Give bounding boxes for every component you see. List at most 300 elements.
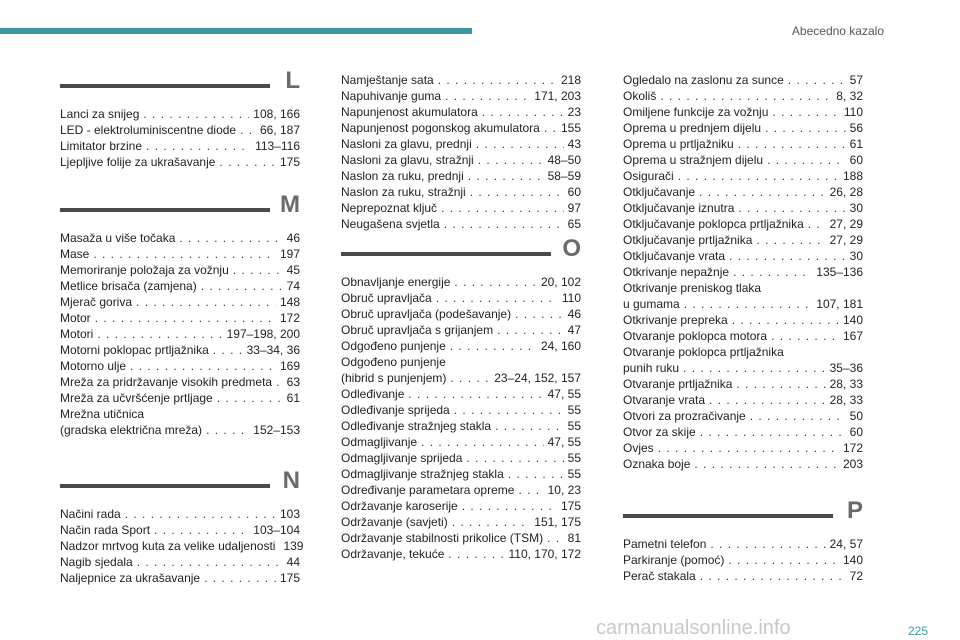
entry-pages: 107, 181 bbox=[816, 297, 863, 311]
entry-pages: 23 bbox=[567, 105, 581, 119]
header-accent-bar bbox=[0, 28, 472, 34]
entry-label: Napuhivanje guma bbox=[341, 89, 442, 103]
dot-leader bbox=[146, 138, 251, 154]
entry-pages: 63 bbox=[286, 375, 300, 389]
dot-leader bbox=[765, 120, 846, 136]
section-o-continued bbox=[623, 72, 863, 472]
entry-pages: 58–59 bbox=[547, 169, 581, 183]
index-entry bbox=[623, 552, 863, 568]
index-entry bbox=[60, 554, 300, 570]
entry-pages: 8, 32 bbox=[836, 89, 863, 103]
section-letter: O bbox=[562, 235, 581, 262]
section-letter: M bbox=[280, 191, 300, 218]
dot-leader bbox=[738, 200, 845, 216]
index-entry bbox=[341, 72, 581, 88]
index-entry bbox=[60, 538, 304, 554]
entry-pages: 110, 170, 172 bbox=[508, 547, 581, 561]
section-header bbox=[60, 190, 300, 230]
entry-pages: 172 bbox=[842, 441, 863, 455]
index-entry bbox=[623, 328, 863, 344]
entry-pages: 28, 33 bbox=[829, 377, 863, 391]
dot-leader bbox=[710, 536, 825, 552]
entry-label: Perač stakala bbox=[623, 569, 696, 583]
entry-label: Održavanje stabilnosti prikolice (TSM) bbox=[341, 531, 544, 545]
dot-leader bbox=[476, 136, 564, 152]
entry-pages: 48–50 bbox=[547, 153, 581, 167]
entry-pages: 60 bbox=[849, 425, 863, 439]
index-entry bbox=[60, 106, 300, 122]
dot-leader bbox=[154, 522, 249, 538]
dot-leader bbox=[700, 568, 846, 584]
index-entry bbox=[623, 440, 863, 456]
dot-leader bbox=[217, 390, 283, 406]
entry-pages: 46 bbox=[286, 231, 300, 245]
section-n-continued bbox=[341, 72, 581, 232]
entry-pages: 140 bbox=[842, 313, 863, 327]
dot-leader bbox=[738, 136, 846, 152]
entry-label: Motorno ulje bbox=[60, 359, 127, 373]
index-entry bbox=[623, 72, 863, 88]
entry-pages: 175 bbox=[279, 155, 300, 169]
entry-pages: 26, 28 bbox=[829, 185, 863, 199]
entry-pages: 61 bbox=[286, 391, 300, 405]
dot-leader bbox=[660, 88, 832, 104]
entry-label: Oprema u prednjem dijelu bbox=[623, 121, 762, 135]
entry-label: Načini rada bbox=[60, 507, 121, 521]
index-entry bbox=[341, 200, 581, 216]
entry-pages: 203 bbox=[842, 457, 863, 471]
dot-leader bbox=[468, 168, 544, 184]
section-p bbox=[623, 496, 863, 584]
page-number: 225 bbox=[907, 624, 928, 638]
entry-label: Neugašena svjetla bbox=[341, 217, 440, 231]
entry-pages: 197–198, 200 bbox=[226, 327, 300, 341]
index-entry bbox=[623, 536, 863, 552]
dot-leader bbox=[93, 246, 276, 262]
section-rule bbox=[60, 208, 270, 212]
index-entry bbox=[341, 88, 581, 104]
dot-leader bbox=[95, 310, 276, 326]
dot-leader bbox=[478, 152, 544, 168]
entry-label: Mreža za pridržavanje visokih predmeta bbox=[60, 375, 273, 389]
entry-pages: 23–24, 152, 157 bbox=[494, 371, 581, 385]
dot-leader bbox=[441, 200, 564, 216]
entry-pages: 50 bbox=[849, 409, 863, 423]
entry-label: Otvaranje vrata bbox=[623, 393, 706, 407]
entry-label: Memoriranje položaja za vožnju bbox=[60, 263, 229, 277]
dot-leader bbox=[544, 120, 557, 136]
index-entry bbox=[341, 290, 581, 306]
entry-label: Održavanje (savjeti) bbox=[341, 515, 448, 529]
index-entry bbox=[60, 390, 300, 406]
entry-label: Metlice brisača (zamjena) bbox=[60, 279, 197, 293]
index-entry bbox=[60, 326, 300, 342]
entry-pages: 30 bbox=[849, 201, 863, 215]
index-entry bbox=[623, 120, 863, 136]
index-entry bbox=[341, 120, 581, 136]
entry-pages: 55 bbox=[567, 451, 581, 465]
section-header bbox=[341, 234, 581, 274]
dot-leader bbox=[450, 370, 490, 386]
entry-label: Naljepnice za ukrašavanje bbox=[60, 571, 201, 585]
dot-leader bbox=[240, 122, 256, 138]
entry-label: Odmagljivanje sprijeda bbox=[341, 451, 463, 465]
entry-label: LED - elektroluminiscentne diode bbox=[60, 123, 237, 137]
dot-leader bbox=[547, 530, 564, 546]
dot-leader bbox=[219, 154, 276, 170]
entry-label: Odleđivanje bbox=[341, 387, 405, 401]
dot-leader bbox=[421, 434, 544, 450]
index-entry bbox=[60, 342, 300, 358]
section-header bbox=[623, 496, 863, 536]
index-entry bbox=[623, 456, 863, 472]
entry-label: Pametni telefon bbox=[623, 537, 707, 551]
dot-leader bbox=[143, 106, 249, 122]
entry-label: Ljepljive folije za ukrašavanje bbox=[60, 155, 216, 169]
watermark: carmanualsonline.info bbox=[596, 617, 791, 639]
entry-pages: 61 bbox=[849, 137, 863, 151]
entry-pages: 44 bbox=[286, 555, 300, 569]
entry-label: Obruč upravljača (podešavanje) bbox=[341, 307, 512, 321]
index-entry bbox=[341, 450, 581, 466]
entry-pages: 97 bbox=[567, 201, 581, 215]
section-letter: L bbox=[285, 67, 300, 94]
section-m bbox=[60, 190, 300, 438]
dot-leader bbox=[788, 72, 846, 88]
entry-pages: 188 bbox=[842, 169, 863, 183]
index-entry bbox=[623, 408, 863, 424]
section-rule bbox=[623, 514, 833, 518]
index-entry bbox=[341, 338, 581, 354]
entry-label: Odleđivanje sprijeda bbox=[341, 403, 450, 417]
section-rule bbox=[341, 252, 551, 256]
dot-leader bbox=[518, 482, 543, 498]
dot-leader bbox=[137, 554, 283, 570]
index-entry bbox=[341, 418, 581, 434]
index-entry bbox=[341, 168, 581, 184]
index-entry bbox=[623, 184, 863, 200]
dot-leader bbox=[201, 278, 283, 294]
entry-label: Nadzor mrtvog kuta za velike udaljenosti bbox=[60, 539, 276, 553]
entry-pages: 27, 29 bbox=[829, 233, 863, 247]
entry-label: Osigurači bbox=[623, 169, 674, 183]
entry-label: Nasloni za glavu, stražnji bbox=[341, 153, 474, 167]
index-entry bbox=[341, 498, 581, 514]
entry-label: Održavanje, tekuće bbox=[341, 547, 445, 561]
entry-pages: 197 bbox=[279, 247, 300, 261]
entry-pages: 28, 33 bbox=[829, 393, 863, 407]
index-entry bbox=[341, 184, 581, 200]
entry-label: Odmagljivanje bbox=[341, 435, 418, 449]
index-entry bbox=[60, 138, 300, 154]
index-entry bbox=[341, 104, 581, 120]
entry-pages: 35–36 bbox=[829, 361, 863, 375]
dot-leader bbox=[97, 326, 222, 342]
entry-label: Oprema u prtljažniku bbox=[623, 137, 734, 151]
entry-label: Obnavljanje energije bbox=[341, 275, 451, 289]
entry-label: Otkrivanje nepažnje bbox=[623, 265, 730, 279]
dot-leader bbox=[709, 392, 826, 408]
entry-pages: 43 bbox=[567, 137, 581, 151]
entry-label-continuation: (gradska električna mreža) bbox=[60, 423, 203, 437]
entry-pages: 135–136 bbox=[816, 265, 863, 279]
index-entry bbox=[623, 264, 863, 280]
entry-label: Otvaranje poklopca prtljažnika bbox=[623, 345, 784, 359]
entry-label: Mase bbox=[60, 247, 90, 261]
entry-label: Mreža za učvršćenje prtljage bbox=[60, 391, 213, 405]
index-entry bbox=[60, 278, 300, 294]
entry-label-continuation: u gumama bbox=[623, 297, 680, 311]
section-letter: N bbox=[282, 467, 300, 494]
entry-pages: 139 bbox=[283, 539, 304, 553]
entry-pages: 103–104 bbox=[253, 523, 300, 537]
index-entry bbox=[60, 154, 300, 170]
entry-label: Otkrivanje preniskog tlaka bbox=[623, 281, 762, 295]
index-entry bbox=[341, 274, 581, 290]
index-entry bbox=[341, 482, 581, 498]
index-entry bbox=[623, 88, 863, 104]
entry-pages: 30 bbox=[849, 249, 863, 263]
entry-label: Otvaranje poklopca motora bbox=[623, 329, 768, 343]
entry-pages: 33–34, 36 bbox=[246, 343, 300, 357]
entry-label: Otključavanje bbox=[623, 185, 696, 199]
section-n bbox=[60, 466, 304, 586]
dot-leader bbox=[276, 374, 283, 390]
index-entry bbox=[341, 306, 581, 322]
entry-label: Odleđivanje stražnjeg stakla bbox=[341, 419, 492, 433]
index-entry bbox=[60, 406, 300, 438]
entry-pages: 155 bbox=[560, 121, 581, 135]
dot-leader bbox=[436, 290, 558, 306]
index-entry bbox=[623, 392, 863, 408]
index-entry bbox=[341, 530, 581, 546]
section-l bbox=[60, 66, 300, 170]
entry-label: Obruč upravljača bbox=[341, 291, 432, 305]
entry-pages: 72 bbox=[849, 569, 863, 583]
index-entry bbox=[341, 466, 581, 482]
index-entry bbox=[623, 168, 863, 184]
entry-pages: 10, 23 bbox=[547, 483, 581, 497]
index-entry bbox=[60, 570, 300, 586]
dot-leader bbox=[408, 386, 543, 402]
dot-leader bbox=[699, 184, 826, 200]
index-entry bbox=[60, 230, 300, 246]
dot-leader bbox=[136, 294, 276, 310]
entry-label: Otvor za skije bbox=[623, 425, 696, 439]
dot-leader bbox=[728, 552, 839, 568]
dot-leader bbox=[515, 306, 564, 322]
dot-leader bbox=[733, 264, 812, 280]
entry-label: Ovjes bbox=[623, 441, 654, 455]
dot-leader bbox=[678, 168, 839, 184]
index-entry bbox=[623, 200, 863, 216]
entry-label: Odgođeno punjenje bbox=[341, 339, 446, 353]
entry-pages: 55 bbox=[567, 467, 581, 481]
dot-leader bbox=[482, 104, 564, 120]
entry-pages: 56 bbox=[849, 121, 863, 135]
entry-label: Napunjenost akumulatora bbox=[341, 105, 478, 119]
dot-leader bbox=[508, 466, 564, 482]
dot-leader bbox=[179, 230, 282, 246]
entry-pages: 103 bbox=[279, 507, 300, 521]
entry-pages: 66, 187 bbox=[259, 123, 300, 137]
index-entry bbox=[623, 424, 863, 440]
index-entry bbox=[623, 216, 863, 232]
dot-leader bbox=[772, 104, 839, 120]
index-entry bbox=[60, 506, 300, 522]
entry-label: Održavanje karoserije bbox=[341, 499, 458, 513]
entry-label: Mjerač goriva bbox=[60, 295, 133, 309]
entry-label: Otključavanje poklopca prtljažnika bbox=[623, 217, 804, 231]
entry-pages: 20, 102 bbox=[540, 275, 581, 289]
section-rule bbox=[60, 484, 270, 488]
dot-leader bbox=[448, 546, 504, 562]
header-title: Abecedno kazalo bbox=[791, 24, 884, 38]
index-entry bbox=[341, 434, 581, 450]
dot-leader bbox=[213, 342, 243, 358]
index-entry bbox=[341, 136, 581, 152]
entry-pages: 47, 55 bbox=[547, 435, 581, 449]
dot-leader bbox=[452, 514, 531, 530]
entry-pages: 24, 57 bbox=[829, 537, 863, 551]
entry-label: Nagib sjedala bbox=[60, 555, 133, 569]
index-entry bbox=[623, 376, 863, 392]
dot-leader bbox=[125, 506, 276, 522]
entry-pages: 140 bbox=[842, 553, 863, 567]
dot-leader bbox=[767, 152, 846, 168]
entry-label: Namještanje sata bbox=[341, 73, 434, 87]
entry-label: Parkiranje (pomoć) bbox=[623, 553, 725, 567]
entry-label: Masaža u više točaka bbox=[60, 231, 176, 245]
index-entry bbox=[623, 104, 863, 120]
entry-pages: 47 bbox=[567, 323, 581, 337]
dot-leader bbox=[130, 358, 276, 374]
dot-leader bbox=[750, 408, 846, 424]
dot-leader bbox=[233, 262, 283, 278]
dot-leader bbox=[204, 570, 276, 586]
dot-leader bbox=[756, 232, 825, 248]
entry-label: Oznaka boje bbox=[623, 457, 691, 471]
entry-label: Naslon za ruku, stražnji bbox=[341, 185, 466, 199]
dot-leader bbox=[438, 72, 557, 88]
dot-leader bbox=[206, 422, 249, 438]
entry-pages: 108, 166 bbox=[253, 107, 300, 121]
entry-label-continuation: punih ruku bbox=[623, 361, 680, 375]
entry-label: Otključavanje vrata bbox=[623, 249, 726, 263]
entry-pages: 60 bbox=[567, 185, 581, 199]
dot-leader bbox=[462, 498, 557, 514]
index-entry bbox=[623, 248, 863, 264]
entry-pages: 113–116 bbox=[255, 139, 300, 153]
index-entry bbox=[60, 358, 300, 374]
index-entry bbox=[341, 152, 581, 168]
index-entry bbox=[60, 374, 300, 390]
entry-pages: 169 bbox=[279, 359, 300, 373]
dot-leader bbox=[497, 322, 564, 338]
entry-label: Motor bbox=[60, 311, 91, 325]
index-entry bbox=[623, 280, 863, 312]
index-entry bbox=[623, 232, 863, 248]
dot-leader bbox=[684, 296, 813, 312]
dot-leader bbox=[450, 338, 537, 354]
entry-pages: 110 bbox=[561, 291, 581, 305]
entry-label: Motorni poklopac prtljažnika bbox=[60, 343, 209, 357]
index-entry bbox=[60, 246, 300, 262]
entry-label: Mrežna utičnica bbox=[60, 407, 145, 421]
entry-label: Otključavanje iznutra bbox=[623, 201, 735, 215]
index-entry bbox=[60, 522, 300, 538]
entry-pages: 110 bbox=[843, 105, 863, 119]
entry-label: Ogledalo na zaslonu za sunce bbox=[623, 73, 784, 87]
entry-pages: 148 bbox=[279, 295, 300, 309]
entry-pages: 175 bbox=[560, 499, 581, 513]
section-letter: P bbox=[846, 497, 863, 524]
entry-pages: 65 bbox=[567, 217, 581, 231]
entry-pages: 167 bbox=[842, 329, 863, 343]
entry-pages: 218 bbox=[560, 73, 581, 87]
section-header bbox=[60, 66, 300, 106]
dot-leader bbox=[466, 450, 563, 466]
dot-leader bbox=[736, 376, 825, 392]
entry-pages: 60 bbox=[849, 153, 863, 167]
entry-label: Naslon za ruku, prednji bbox=[341, 169, 464, 183]
entry-pages: 172 bbox=[279, 311, 300, 325]
entry-pages: 55 bbox=[567, 419, 581, 433]
entry-label: Način rada Sport bbox=[60, 523, 151, 537]
entry-pages: 57 bbox=[849, 73, 863, 87]
section-header bbox=[60, 466, 300, 506]
index-entry bbox=[341, 354, 581, 386]
dot-leader bbox=[694, 456, 839, 472]
entry-pages: 27, 29 bbox=[829, 217, 863, 231]
entry-pages: 24, 160 bbox=[540, 339, 581, 353]
index-entry bbox=[341, 386, 581, 402]
entry-label: Neprepoznat ključ bbox=[341, 201, 438, 215]
dot-leader bbox=[683, 360, 826, 376]
dot-leader bbox=[495, 418, 564, 434]
entry-label: Oprema u stražnjem dijelu bbox=[623, 153, 764, 167]
entry-label: Omiljene funkcije za vožnju bbox=[623, 105, 769, 119]
entry-pages: 47, 55 bbox=[547, 387, 581, 401]
dot-leader bbox=[445, 88, 530, 104]
entry-label: Otključavanje prtljažnika bbox=[623, 233, 753, 247]
dot-leader bbox=[470, 184, 564, 200]
entry-label: Motori bbox=[60, 327, 94, 341]
entry-pages: 152–153 bbox=[253, 423, 300, 437]
entry-label: Otkrivanje prepreka bbox=[623, 313, 728, 327]
dot-leader bbox=[444, 216, 564, 232]
entry-pages: 55 bbox=[567, 403, 581, 417]
entry-label: Odmagljivanje stražnjeg stakla bbox=[341, 467, 504, 481]
dot-leader bbox=[771, 328, 839, 344]
entry-pages: 46 bbox=[567, 307, 581, 321]
index-entry bbox=[623, 344, 863, 376]
dot-leader bbox=[732, 312, 839, 328]
entry-label: Napunjenost pogonskog akumulatora bbox=[341, 121, 540, 135]
dot-leader bbox=[808, 216, 826, 232]
index-entry bbox=[60, 310, 300, 326]
section-rule bbox=[60, 84, 270, 88]
index-entry bbox=[341, 402, 581, 418]
index-entry bbox=[341, 514, 581, 530]
index-entry bbox=[60, 122, 300, 138]
index-entry bbox=[341, 546, 581, 562]
entry-label: Okoliš bbox=[623, 89, 657, 103]
entry-label: Otvaranje prtljažnika bbox=[623, 377, 733, 391]
entry-label: Otvori za prozračivanje bbox=[623, 409, 746, 423]
entry-label-continuation: (hibrid s punjenjem) bbox=[341, 371, 447, 385]
entry-pages: 74 bbox=[286, 279, 300, 293]
